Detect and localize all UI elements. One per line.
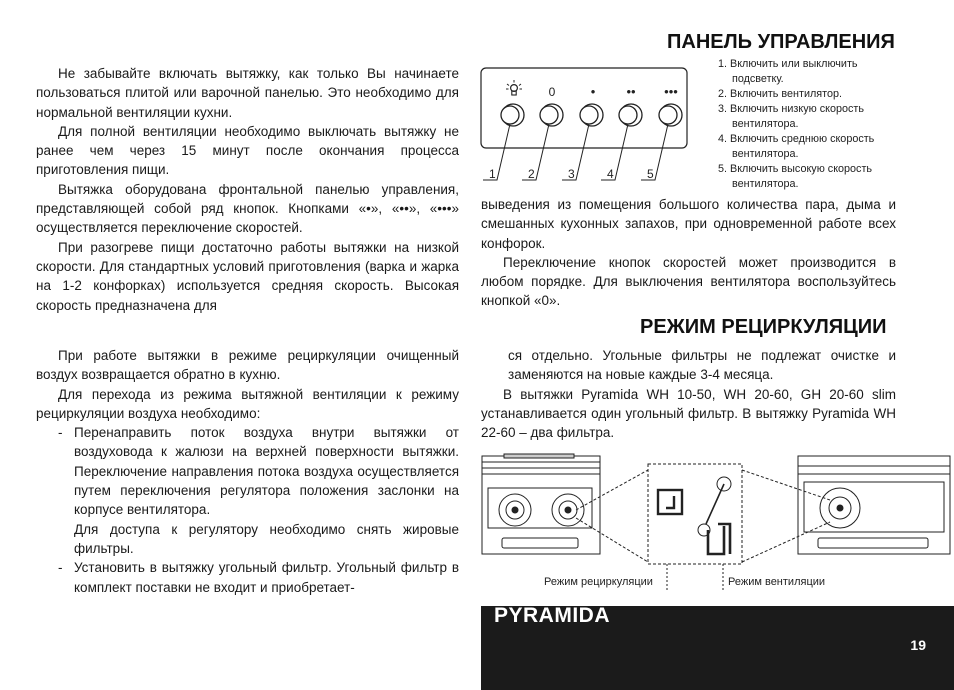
callout-number-3: 3	[568, 167, 575, 181]
legend-item: 5. Включить высокую скорость	[718, 163, 873, 175]
right-top-text	[481, 195, 896, 311]
right-bottom-text	[481, 346, 896, 442]
legend-item-cont: вентилятора.	[732, 148, 799, 160]
list-item-text: Установить в вытяжку угольный фильтр. Угольный фильтр в комплект поставки не входит и приобретает-	[74, 560, 459, 595]
list-item-text: Перенаправить поток воздуха внутри вытяжки от воздуховода к жалюзи на верхней поверхности вытяжки. Переключение направления потока воздуха осуществляется путем переключения регулятора положения заслонки на корпусе вентилятора.	[74, 425, 459, 518]
bulb-icon	[506, 80, 522, 95]
list-item-text: Для доступа к регулятору необходимо снять жировые фильтры.	[74, 521, 459, 556]
paragraph: Не забывайте включать вытяжку, как только Вы начинаете пользоваться плитой или варочной панелью. Это необходимо для нормальной вентиляции кухни.	[36, 66, 459, 120]
button-symbol-low: •	[590, 84, 596, 99]
paragraph: выведения из помещения большого количества пара, дыма и смешанных кухонных запахов, при одновременной работе всех конфорок.	[481, 197, 896, 251]
left-bottom-text	[36, 346, 459, 597]
page-number: 19	[910, 637, 926, 653]
callout-number-2: 2	[528, 167, 535, 181]
caption-ventilation: Режим вентиляции	[728, 576, 826, 588]
list-dash: -	[58, 560, 63, 576]
control-panel-diagram	[480, 66, 708, 186]
legend-item-cont: вентилятора.	[732, 178, 799, 190]
paragraph: Для перехода из режима вытяжной вентиляции к режиму рециркуляции воздуха необходимо:	[36, 386, 459, 421]
panel-legend	[718, 57, 874, 192]
callout-number-5: 5	[647, 167, 654, 181]
callout-number-1: 1	[489, 167, 496, 181]
paragraph: Для полной вентиляции необходимо выключать вытяжку не ранее чем через 15 минут после окончания процесса приготовления пищи.	[36, 123, 459, 178]
caption-recirculation: Режим рециркуляции	[544, 576, 653, 588]
recirculation-heading: РЕЖИМ РЕЦИРКУЛЯЦИИ	[640, 316, 887, 338]
button-symbol-off: 0	[548, 85, 556, 99]
paragraph: Переключение кнопок скоростей может производится в любом порядке. Для выключения вентилятора воспользуйтесь кнопкой «0».	[481, 254, 896, 309]
legend-item-cont: вентилятора.	[732, 118, 799, 130]
paragraph: При разогреве пищи достаточно работы вытяжки на низкой скорости. Для стандартных условий приготовления (варка и жарка на 1-2 конфорках) используется средняя скорость. Высокая скорость предназначена для	[36, 239, 459, 313]
legend-item: 2. Включить вентилятор.	[718, 88, 842, 100]
list-item	[58, 423, 459, 558]
list-dash: -	[58, 425, 63, 441]
legend-item: 1. Включить или выключить	[718, 58, 858, 70]
damper-detail	[576, 464, 830, 564]
callout-number-4: 4	[607, 167, 614, 181]
paragraph: При работе вытяжки в режиме рециркуляции очищенный воздух возвращается обратно в кухню.	[36, 348, 459, 383]
legend-item-cont: подсветку.	[732, 73, 784, 85]
list-item	[58, 558, 459, 597]
legend-item: 3. Включить низкую скорость	[718, 103, 864, 115]
paragraph: ся отдельно. Угольные фильтры не подлежат очистке и заменяются на новые каждые 3-4 месяца.	[508, 348, 896, 383]
paragraph: Вытяжка оборудована фронтальной панелью управления, представляющей собой ряд кнопок. Кнопками «•», «••», «•••» осуществляется переключение скоростей.	[36, 181, 459, 236]
brand-logo: PYRAMIDA	[494, 604, 611, 627]
hood-recirculation	[482, 454, 600, 554]
panel-buttons	[501, 104, 682, 126]
button-symbol-medium: ••	[626, 84, 636, 99]
hood-ventilation	[798, 456, 950, 554]
legend-item: 4. Включить среднюю скорость	[718, 133, 875, 145]
paragraph: В вытяжки Pyramida WH 10-50, WH 20-60, GH 20-60 slim устанавливается один угольный фильтр. В вытяжку Pyramida WH 22-60 – два фильтра.	[481, 386, 896, 441]
leader-lines	[483, 124, 668, 180]
page-footer	[481, 606, 954, 690]
left-top-text	[36, 64, 459, 315]
button-symbol-high: •••	[664, 84, 678, 99]
control-panel-heading: ПАНЕЛЬ УПРАВЛЕНИЯ	[667, 31, 895, 53]
